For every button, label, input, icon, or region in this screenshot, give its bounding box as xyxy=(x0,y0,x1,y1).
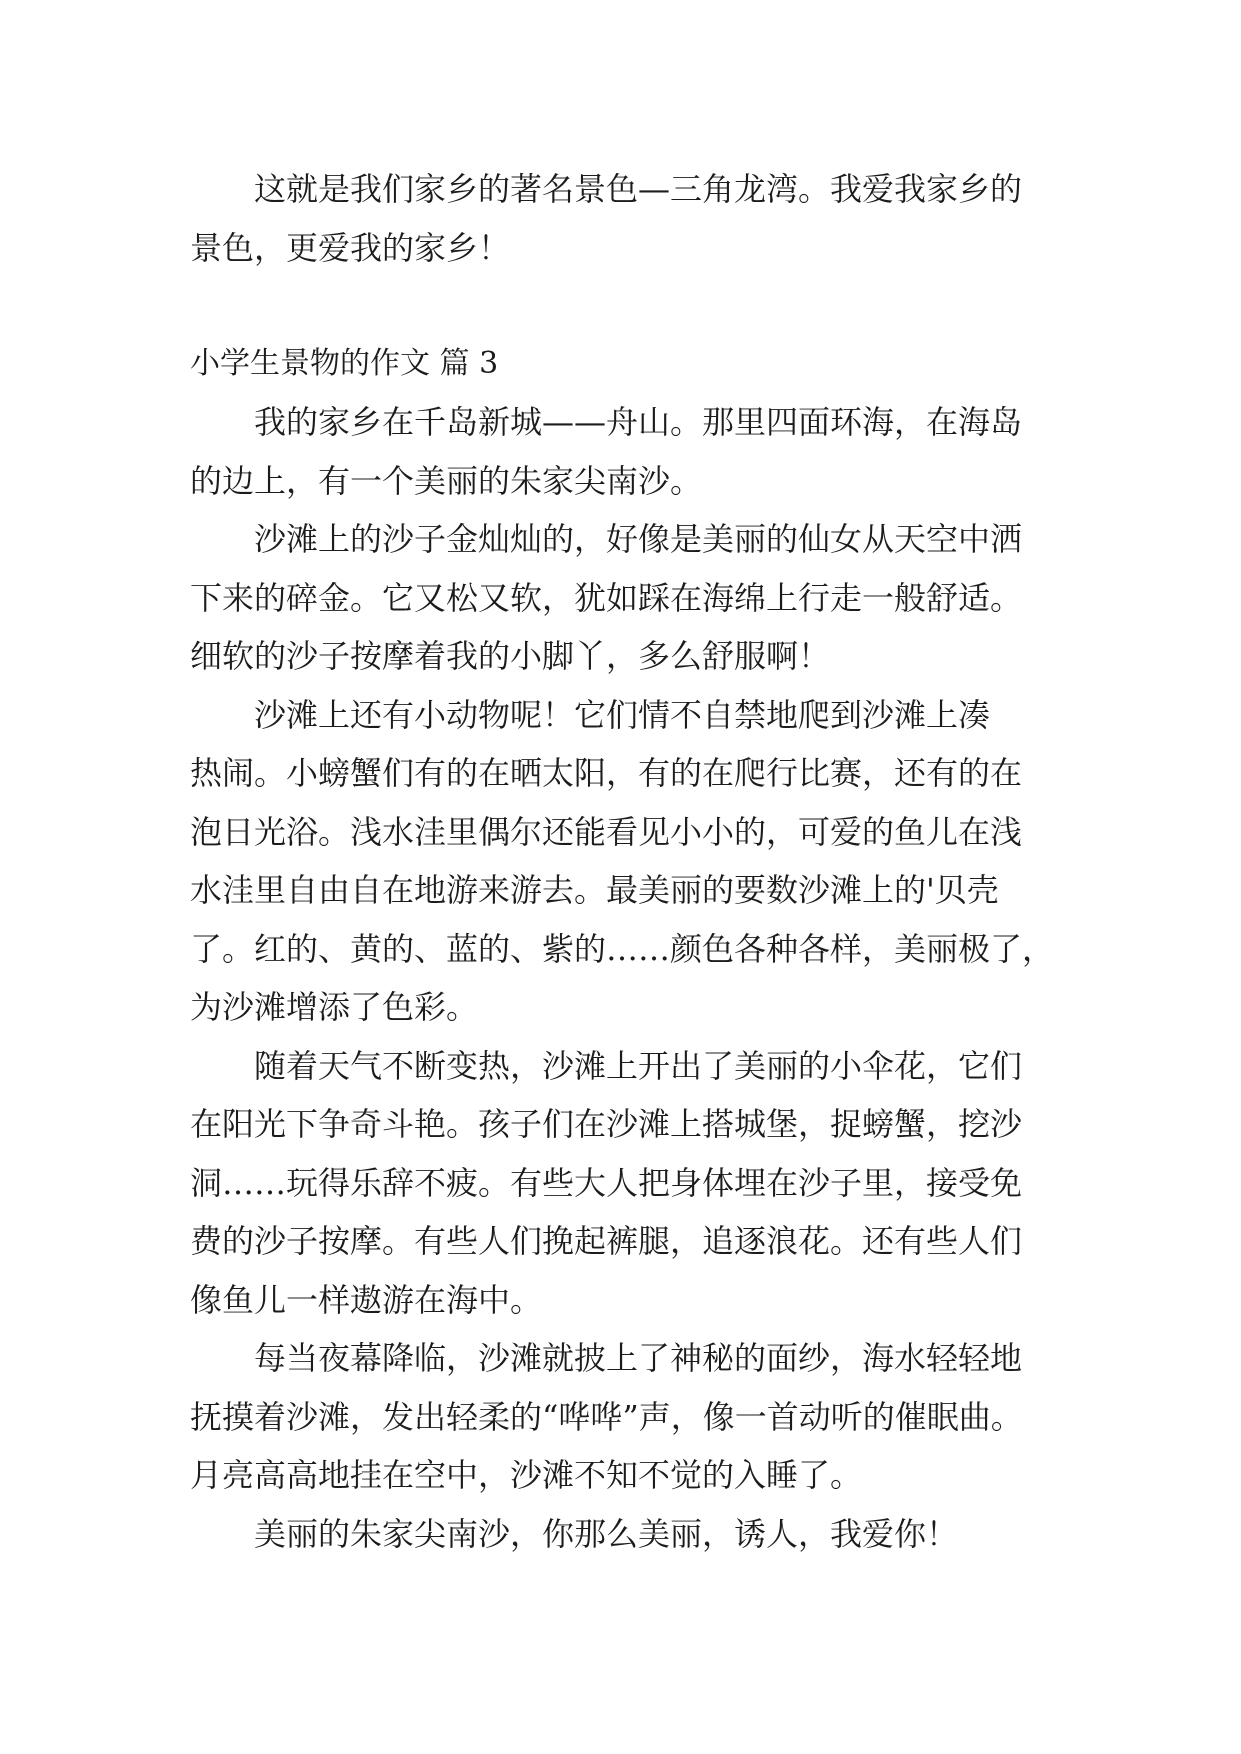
paragraph-line: 景色，更爱我的家乡！ xyxy=(190,228,511,267)
paragraph-line: 热闹。小螃蟹们有的在晒太阳，有的在爬行比赛，还有的在 xyxy=(190,754,1023,792)
paragraph-line: 这就是我们家乡的著名景色—三角龙湾。我爱我家乡的 xyxy=(254,170,1023,208)
paragraph-line: 像鱼儿一样遨游在海中。 xyxy=(190,1280,543,1319)
paragraph-line: 抚摸着沙滩，发出轻柔的“哗哗”声，像一首动听的催眠曲。 xyxy=(190,1397,1023,1436)
paragraph-line: 我的家乡在千岛新城——舟山。那里四面环海，在海岛 xyxy=(254,403,1023,441)
paragraph-line: 每当夜幕降临，沙滩就披上了神秘的面纱，海水轻轻地 xyxy=(254,1339,1023,1377)
paragraph-line: 为沙滩增添了色彩。 xyxy=(190,988,479,1026)
paragraph-line: 了。红的、黄的、蓝的、紫的……颜色各种各样，美丽极了， xyxy=(190,929,1055,968)
paragraph-line: 的边上，有一个美丽的朱家尖南沙。 xyxy=(190,461,703,500)
paragraph-line: 沙滩上还有小动物呢！它们情不自禁地爬到沙滩上凑 xyxy=(254,695,991,734)
paragraph xyxy=(190,1505,1060,1564)
paragraph-line: 细软的沙子按摩着我的小脚丫，多么舒服啊！ xyxy=(190,637,831,675)
paragraph-line: 泡日光浴。浅水洼里偶尔还能看见小小的，可爱的鱼儿在浅 xyxy=(190,812,1023,851)
paragraph-line: 在阳光下争奇斗艳。孩子们在沙滩上搭城堡，捉螃蟹，挖沙 xyxy=(190,1105,1023,1143)
paragraph-line: 洞……玩得乐辞不疲。有些大人把身体埋在沙子里，接受免 xyxy=(190,1163,1023,1202)
paragraph-line: 费的沙子按摩。有些人们挽起裤腿，追逐浪花。还有些人们 xyxy=(190,1222,1023,1260)
paragraph xyxy=(190,1329,1060,1505)
document-body xyxy=(190,160,1060,1563)
paragraph-line: 美丽的朱家尖南沙，你那么美丽，诱人，我爱你！ xyxy=(254,1514,959,1553)
section-title: 小学生景物的作文 篇 3 xyxy=(190,346,499,381)
paragraph-line: 沙滩上的沙子金灿灿的，好像是美丽的仙女从天空中洒 xyxy=(254,520,1023,558)
paragraph-line: 随着天气不断变热，沙滩上开出了美丽的小伞花，它们 xyxy=(254,1046,1023,1085)
paragraph xyxy=(190,686,1060,1037)
paragraph-line: 下来的碎金。它又松又软，犹如踩在海绵上行走一般舒适。 xyxy=(190,578,1023,617)
paragraph xyxy=(190,393,1060,510)
paragraph xyxy=(190,1037,1060,1330)
paragraph-line: 月亮高高地挂在空中，沙滩不知不觉的入睡了。 xyxy=(190,1456,863,1494)
intro-paragraph xyxy=(190,160,1060,277)
paragraph xyxy=(190,510,1060,686)
paragraph-line: 水洼里自由自在地游来游去。最美丽的要数沙滩上的'贝壳 xyxy=(190,871,999,909)
